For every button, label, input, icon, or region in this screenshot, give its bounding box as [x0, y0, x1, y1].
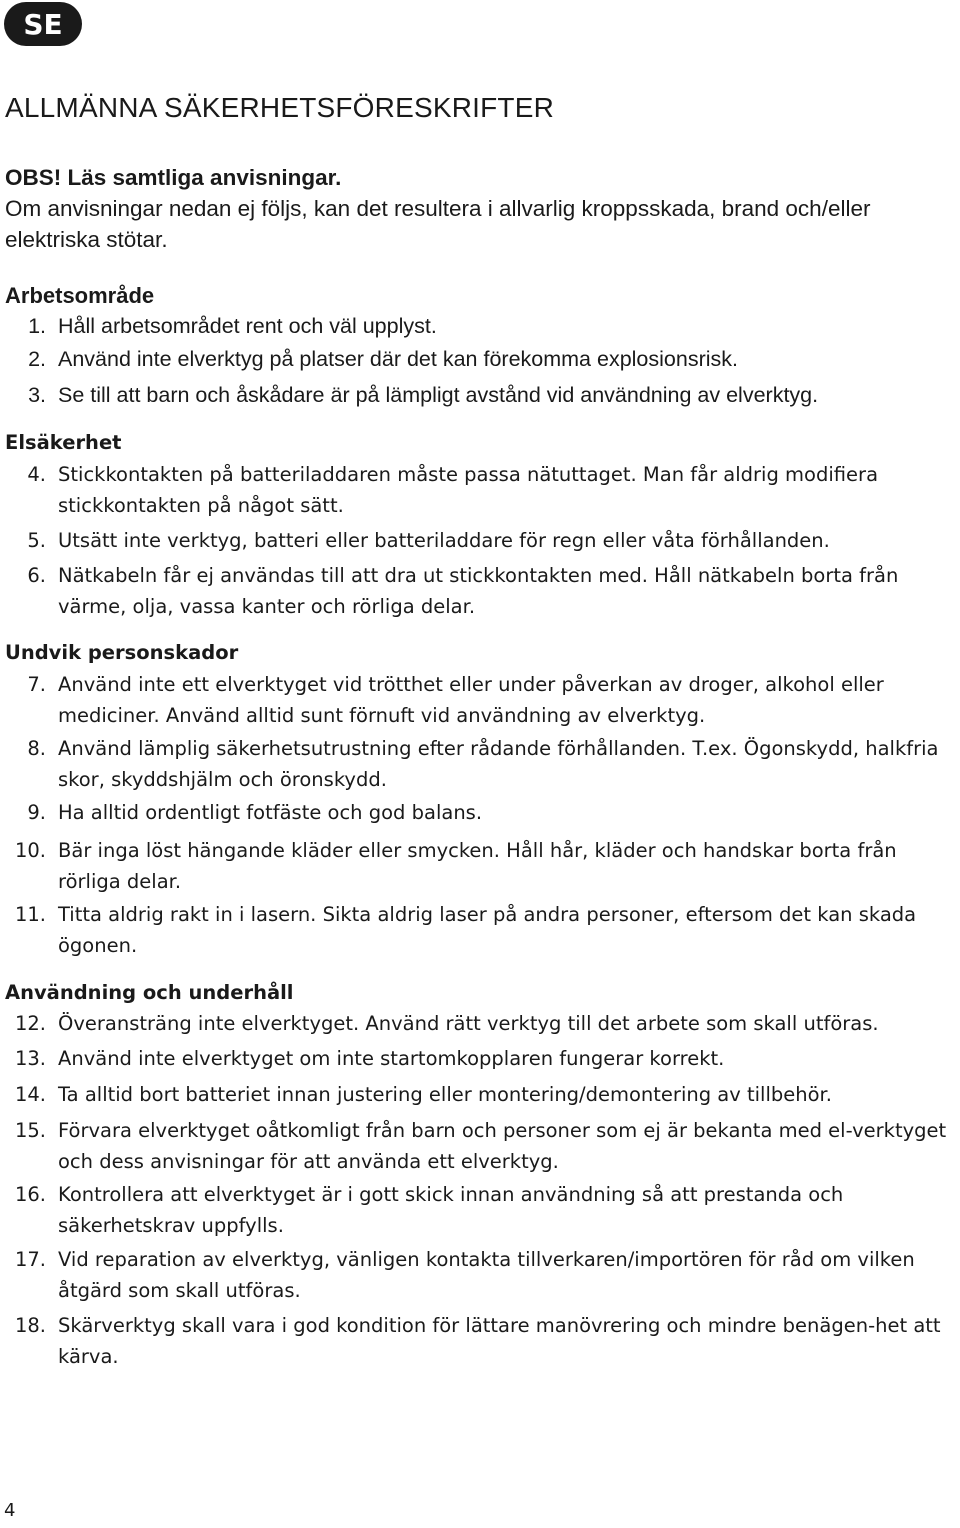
section-heading-arbetsomrade: Arbetsområde	[5, 283, 155, 308]
item-number: 2.	[28, 347, 46, 371]
item-text: Se till att barn och åskådare är på lämpligt avstånd vid användning av elverktyg.	[58, 383, 819, 407]
item-text: Vid reparation av elverktyg, vänligen kontakta tillverkaren/importören för råd om vilken åtgärd som skall utföras.	[58, 1248, 915, 1302]
section-heading-elsakerhet: Elsäkerhet	[5, 431, 122, 454]
item-number: 16.	[14, 1183, 46, 1206]
item-number: 15.	[14, 1119, 46, 1142]
item-text: Använd lämplig säkerhetsutrustning efter rådande förhållanden. T.ex. Ögonskydd, halkfria skor, skyddshjälm och öronskydd.	[58, 737, 939, 791]
item-text: Använd inte ett elverktyget vid trötthet eller under påverkan av droger, alkohol eller mediciner. Använd alltid sunt förnuft vid användning av elverktyg.	[58, 673, 884, 727]
notice-text: Om anvisningar nedan ej följs, kan det resultera i allvarlig kroppsskada, brand och/eller elektriska stötar.	[5, 196, 871, 252]
item-text: Förvara elverktyget oåtkomligt från barn och personer som ej är bekanta med el-verktyget och dess anvisningar för att använda ett elverktyg.	[58, 1119, 947, 1173]
item-number: 6.	[27, 564, 46, 587]
item-text: Bär inga löst hängande kläder eller smycken. Håll hår, kläder och handskar borta från rörliga delar.	[58, 839, 897, 893]
section-heading-anvandning-och-underhall: Användning och underhåll	[5, 981, 294, 1004]
item-number: 18.	[14, 1314, 46, 1337]
item-number: 5.	[27, 529, 46, 552]
item-number: 4.	[27, 463, 46, 486]
item-number: 7.	[27, 673, 46, 696]
item-text: Håll arbetsområdet rent och väl upplyst.	[58, 314, 437, 338]
item-number: 3.	[28, 383, 46, 407]
item-text: Använd inte elverktyg på platser där det kan förekomma explosionsrisk.	[58, 347, 738, 371]
document-title: ALLMÄNNA SÄKERHETSFÖRESKRIFTER	[5, 92, 555, 123]
item-number: 9.	[27, 801, 46, 824]
item-number: 8.	[27, 737, 46, 760]
item-number: 14.	[14, 1083, 46, 1106]
page-number: 4	[4, 1500, 16, 1521]
item-text: Stickkontakten på batteriladdaren måste passa nätuttaget. Man får aldrig modifiera stickkontakten på något sätt.	[58, 463, 879, 517]
item-text: Använd inte elverktyget om inte startomkopplaren fungerar korrekt.	[58, 1047, 725, 1070]
item-number: 17.	[14, 1248, 46, 1271]
item-text: Nätkabeln får ej användas till att dra ut stickkontakten med. Håll nätkabeln borta från värme, olja, vassa kanter och rörliga delar.	[58, 564, 899, 618]
notice-heading: OBS! Läs samtliga anvisningar.	[5, 165, 342, 190]
notice-block	[5, 162, 950, 255]
item-text: Överansträng inte elverktyget. Använd rätt verktyg till det arbete som skall utföras.	[58, 1012, 879, 1035]
item-number: 11.	[14, 903, 46, 926]
item-text: Titta aldrig rakt in i lasern. Sikta aldrig laser på andra personer, eftersom det kan skada ögonen.	[58, 903, 917, 957]
item-number: 1.	[28, 314, 46, 338]
item-text: Ha alltid ordentligt fotfäste och god balans.	[58, 801, 483, 824]
section-heading-undvik-personskador: Undvik personskador	[5, 641, 239, 664]
item-text: Skärverktyg skall vara i god kondition för lättare manövrering och mindre benägen-het att kärva.	[58, 1314, 941, 1368]
item-text: Kontrollera att elverktyget är i gott skick innan användning så att prestanda och säkerhetskrav uppfylls.	[58, 1183, 844, 1237]
item-number: 10.	[14, 839, 46, 862]
language-badge: SE	[4, 2, 82, 46]
item-text: Ta alltid bort batteriet innan justering eller montering/demontering av tillbehör.	[58, 1083, 832, 1106]
item-number: 13.	[14, 1047, 46, 1070]
item-number: 12.	[14, 1012, 46, 1035]
item-text: Utsätt inte verktyg, batteri eller batteriladdare för regn eller våta förhållanden.	[58, 529, 830, 552]
